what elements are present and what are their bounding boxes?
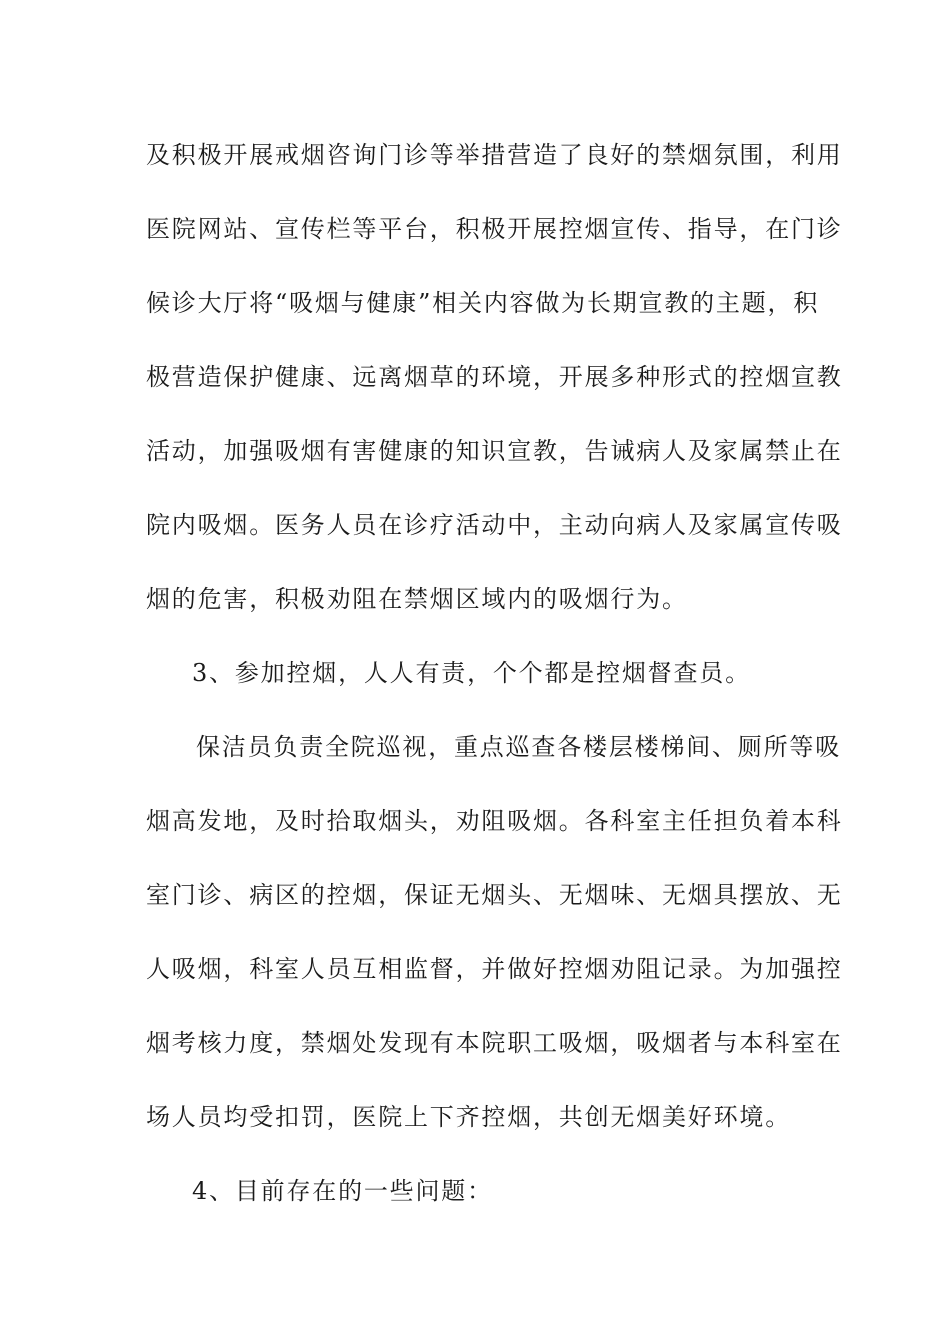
paragraph-line: 极营造保护健康、远离烟草的环境，开展多种形式的控烟宣教 (146, 363, 843, 391)
paragraph-line: 医院网站、宣传栏等平台，积极开展控烟宣传、指导，在门诊 (146, 215, 843, 243)
section-heading-4: 4、目前存在的一些问题： (192, 1177, 493, 1205)
paragraph-line: 及积极开展戒烟咨询门诊等举措营造了良好的禁烟氛围，利用 (146, 141, 843, 169)
paragraph-line: 室门诊、病区的控烟，保证无烟头、无烟味、无烟具摆放、无 (146, 881, 843, 909)
paragraph-line: 保洁员负责全院巡视，重点巡查各楼层楼梯间、厕所等吸 (196, 733, 841, 761)
paragraph-line: 烟的危害，积极劝阻在禁烟区域内的吸烟行为。 (146, 585, 688, 613)
paragraph-line: 院内吸烟。医务人员在诊疗活动中，主动向病人及家属宣传吸 (146, 511, 843, 539)
paragraph-line: 烟考核力度，禁烟处发现有本院职工吸烟，吸烟者与本科室在 (146, 1029, 843, 1057)
paragraph-line: 场人员均受扣罚，医院上下齐控烟，共创无烟美好环境。 (146, 1103, 791, 1131)
paragraph-line: 人吸烟，科室人员互相监督，并做好控烟劝阻记录。为加强控 (146, 955, 843, 983)
section-heading-3: 3、参加控烟，人人有责，个个都是控烟督查员。 (192, 659, 751, 687)
paragraph-line: 烟高发地，及时拾取烟头，劝阻吸烟。各科室主任担负着本科 (146, 807, 843, 835)
paragraph-line: 候诊大厅将“吸烟与健康”相关内容做为长期宣教的主题，积 (146, 289, 820, 317)
paragraph-line: 活动，加强吸烟有害健康的知识宣教，告诫病人及家属禁止在 (146, 437, 843, 465)
